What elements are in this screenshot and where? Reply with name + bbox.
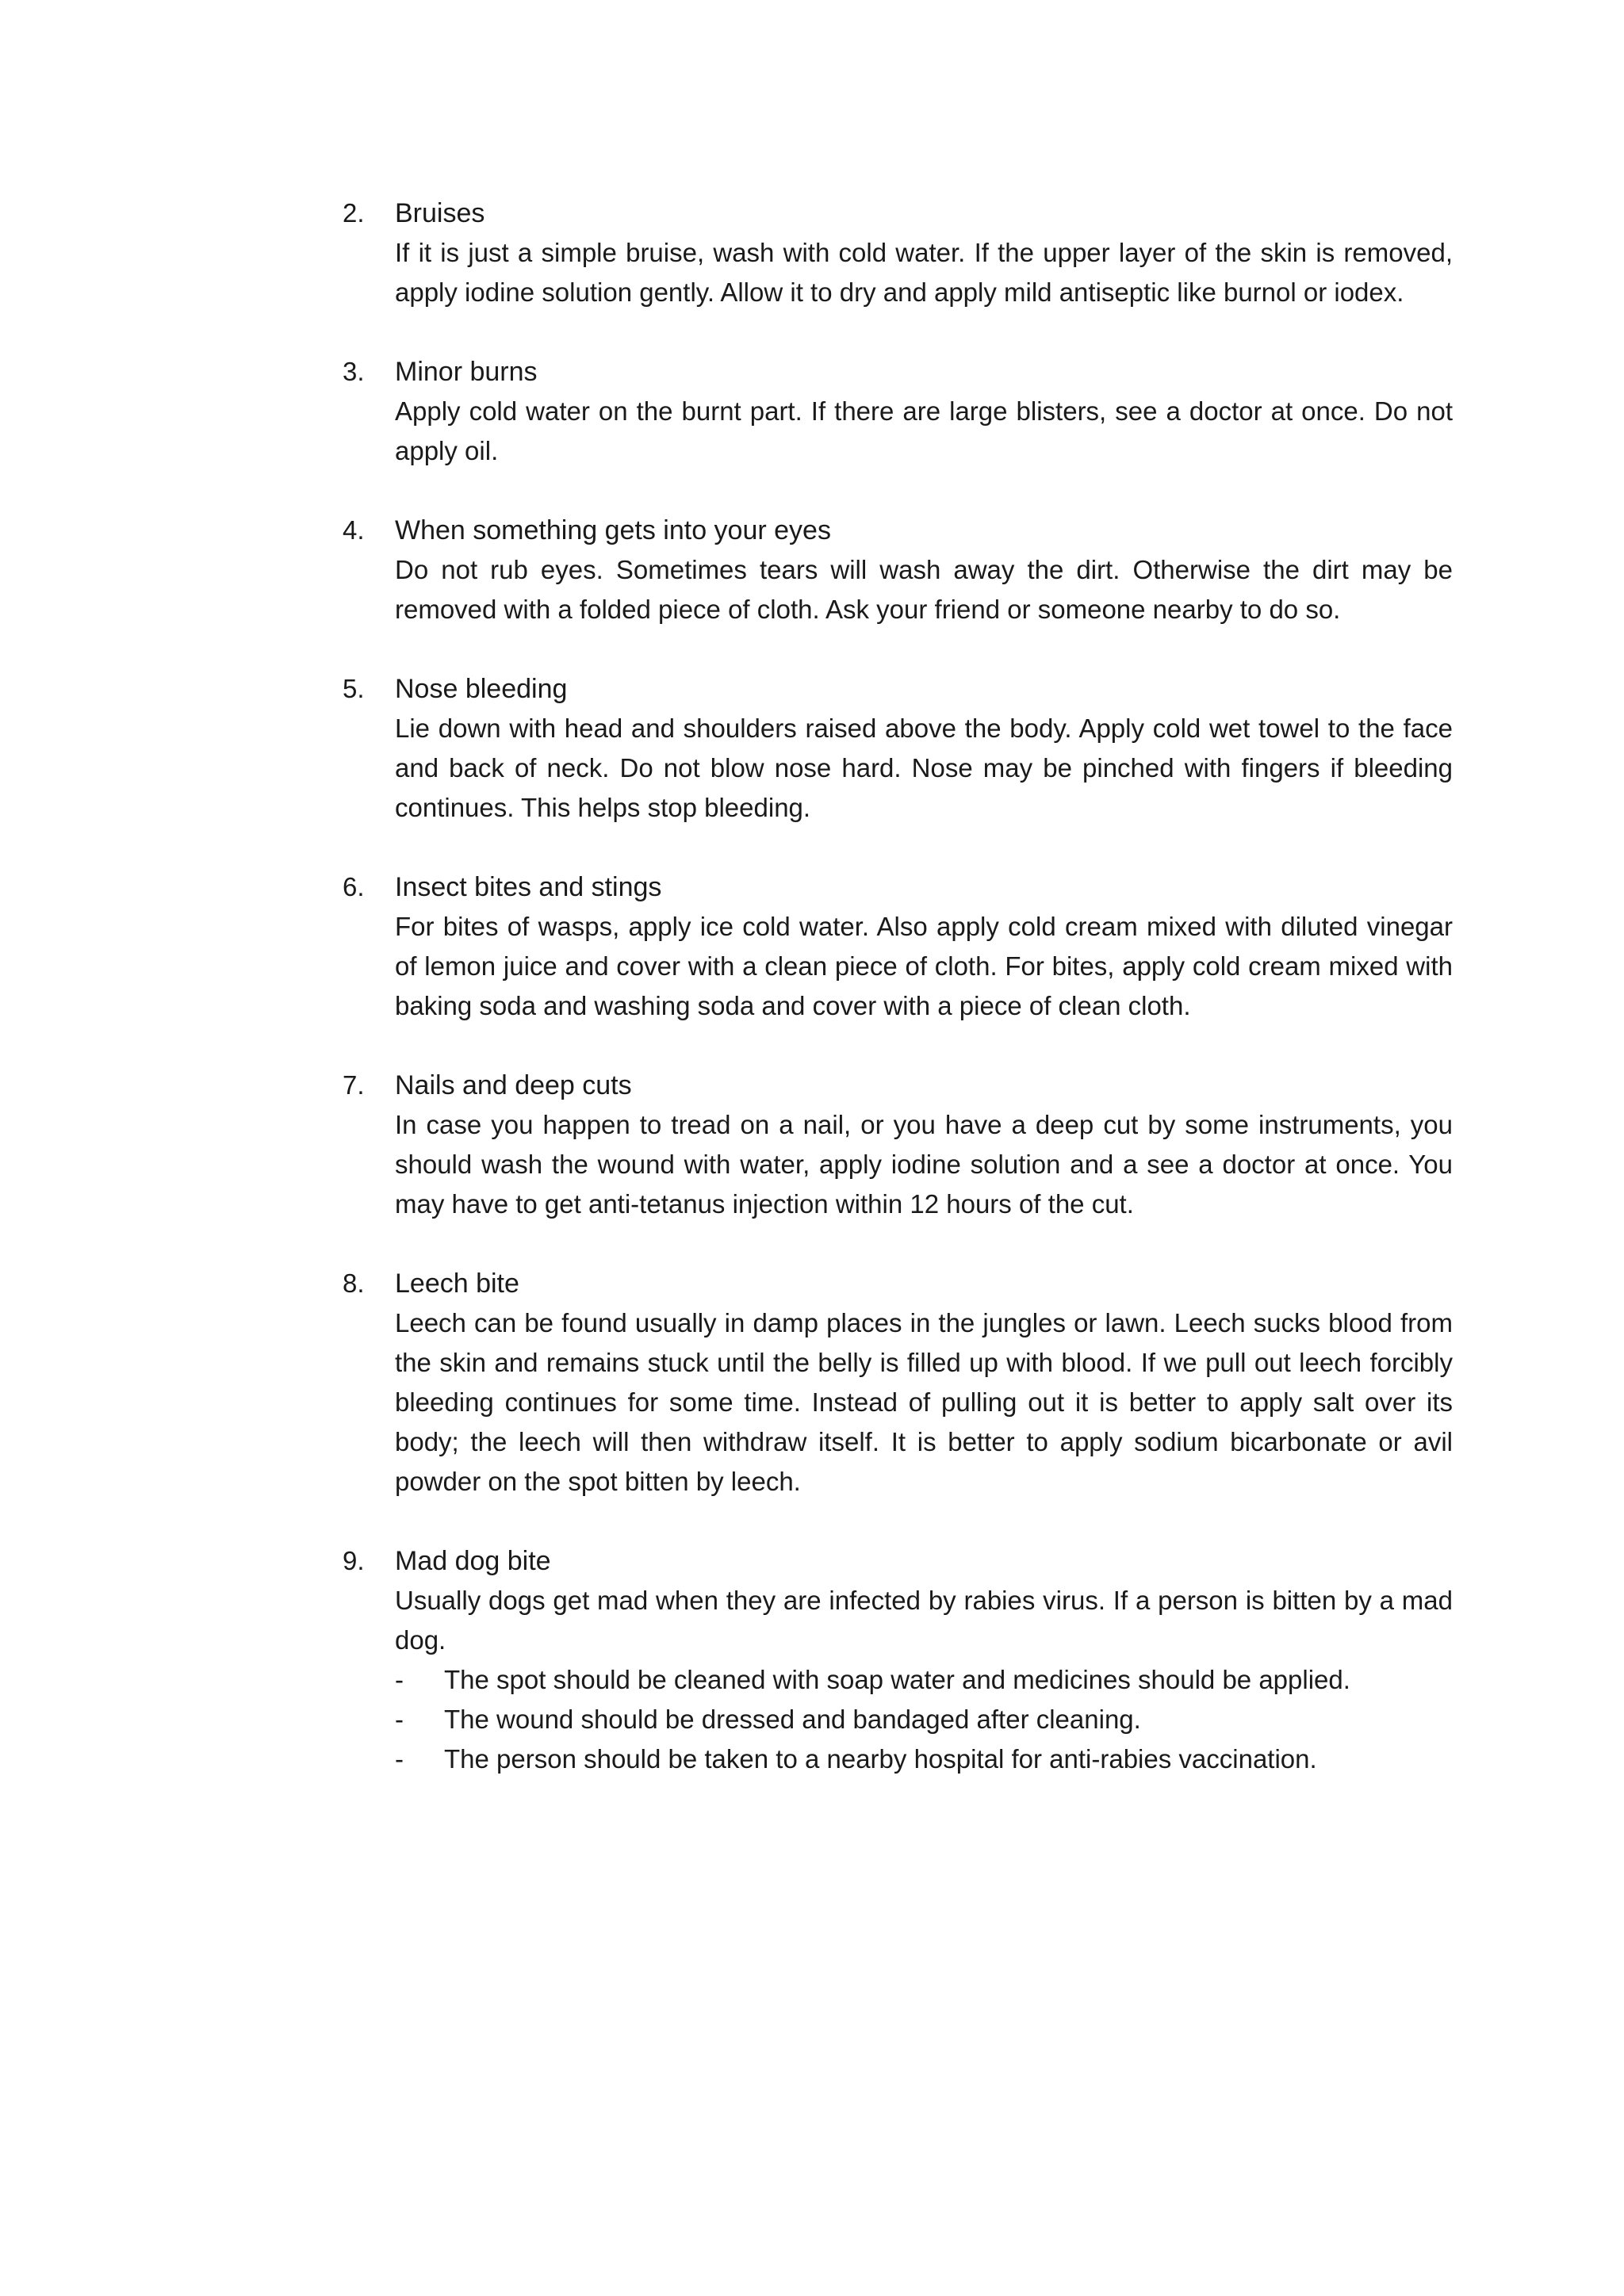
item-text: If it is just a simple bruise, wash with cold water. If the upper layer of the skin is removed, apply iodine solution gently. Allow it to dry and apply mild antiseptic like burnol or iodex. — [395, 238, 1453, 307]
item-heading: Insect bites and stings — [395, 872, 662, 902]
item-body — [395, 352, 1453, 471]
item-text: Do not rub eyes. Sometimes tears will wash away the dirt. Otherwise the dirt may be removed with a folded piece of cloth. Ask your friend or someone nearby to do so. — [395, 555, 1453, 624]
list-item-insect-bites — [343, 867, 1453, 1026]
item-number: 8. — [343, 1269, 365, 1298]
list-item-minor-burns — [343, 352, 1453, 471]
bullet-text: The wound should be dressed and bandaged after cleaning. — [444, 1705, 1141, 1734]
item-text: Leech can be found usually in damp places in the jungles or lawn. Leech sucks blood from the skin and remains stuck until the belly is filled up with blood. If we pull out leech forcibly bleeding continues for some time. Instead of pulling out it is better to apply salt over its body; the leech will then withdraw itself. It is better to apply sodium bicarbonate or avil powder on the spot bitten by leech. — [395, 1308, 1453, 1496]
bullet-marker: - — [395, 1744, 404, 1774]
item-number: 4. — [343, 515, 365, 545]
list-item-nose-bleeding — [343, 669, 1453, 828]
bullet-text: The spot should be cleaned with soap water and medicines should be applied. — [444, 1665, 1350, 1694]
item-body — [395, 669, 1453, 828]
item-number: 3. — [343, 357, 365, 386]
bullet-marker: - — [395, 1705, 404, 1734]
item-text: Apply cold water on the burnt part. If there are large blisters, see a doctor at once. Do not apply oil. — [395, 396, 1453, 465]
bullet-marker: - — [395, 1665, 404, 1694]
bullet-text: The person should be taken to a nearby hospital for anti-rabies vaccination. — [444, 1744, 1317, 1774]
item-body — [395, 1541, 1453, 1779]
bullet-item — [395, 1660, 1453, 1700]
bullet-item — [395, 1739, 1453, 1779]
item-body — [395, 193, 1453, 312]
item-heading: Nails and deep cuts — [395, 1070, 632, 1100]
item-text: Usually dogs get mad when they are infected by rabies virus. If a person is bitten by a mad dog. — [395, 1586, 1453, 1655]
list-item-eyes — [343, 511, 1453, 629]
bullet-list — [395, 1660, 1453, 1779]
item-heading: Nose bleeding — [395, 674, 568, 704]
item-text: In case you happen to tread on a nail, or you have a deep cut by some instruments, you should wash the wound with water, apply iodine solution and a see a doctor at once. You may have to get anti-tetanus injection within 12 hours of the cut. — [395, 1110, 1453, 1219]
item-number: 5. — [343, 674, 365, 703]
item-body — [395, 511, 1453, 629]
item-body — [395, 1264, 1453, 1502]
list-item-leech-bite — [343, 1264, 1453, 1502]
item-number: 6. — [343, 872, 365, 901]
list-item-mad-dog-bite — [343, 1541, 1453, 1779]
item-body — [395, 1066, 1453, 1224]
list-item-nails-deep-cuts — [343, 1066, 1453, 1224]
item-number: 7. — [343, 1070, 365, 1100]
first-aid-list — [343, 193, 1453, 1819]
bullet-item — [395, 1700, 1453, 1739]
item-text: For bites of wasps, apply ice cold water. Also apply cold cream mixed with diluted vinegar of lemon juice and cover with a clean piece of cloth. For bites, apply cold cream mixed with baking soda and washing soda and cover with a piece of clean cloth. — [395, 912, 1453, 1020]
item-body — [395, 867, 1453, 1026]
item-text: Lie down with head and shoulders raised above the body. Apply cold wet towel to the face and back of neck. Do not blow nose hard. Nose may be pinched with fingers if bleeding continues. This helps stop bleeding. — [395, 714, 1453, 822]
item-number: 2. — [343, 198, 365, 228]
item-heading: Leech bite — [395, 1269, 519, 1299]
item-heading: When something gets into your eyes — [395, 515, 831, 545]
item-number: 9. — [343, 1546, 365, 1575]
item-heading: Bruises — [395, 198, 485, 228]
list-item-bruises — [343, 193, 1453, 312]
item-heading: Minor burns — [395, 357, 538, 387]
item-heading: Mad dog bite — [395, 1546, 551, 1576]
